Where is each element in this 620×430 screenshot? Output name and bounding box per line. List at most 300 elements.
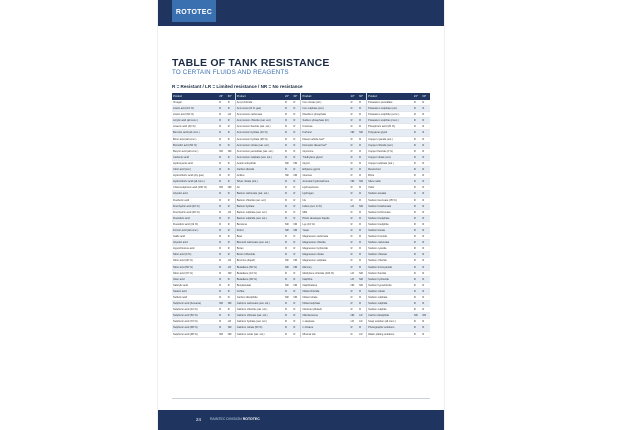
resistance-cell: R: [218, 203, 227, 209]
resistance-cell: R: [292, 106, 301, 112]
resistance-cell: R: [284, 209, 293, 215]
product-cell: Bromidic acid (50 %): [172, 142, 218, 148]
resistance-cell: R: [218, 313, 227, 319]
resistance-cell: R: [358, 221, 367, 227]
resistance-cell: R: [292, 167, 301, 173]
resistance-cell: R: [227, 307, 236, 313]
product-cell: Nicotine (diluted): [301, 307, 350, 313]
resistance-cell: R: [292, 209, 301, 215]
product-cell: Lye (10 %): [301, 221, 350, 227]
product-cell: Aniline: [235, 173, 284, 179]
resistance-cell: R: [292, 331, 301, 337]
resistance-cell: R: [218, 167, 227, 173]
product-cell: Hydrochloric acid (dry gas): [172, 173, 218, 179]
resistance-cell: R: [227, 142, 236, 148]
product-cell: Boric acid (all conc.): [172, 136, 218, 142]
resistance-cell: R: [350, 185, 359, 191]
resistance-cell: NR: [284, 227, 293, 233]
resistance-cell: R: [218, 252, 227, 258]
product-cell: Methylene chloride (100 %): [301, 270, 350, 276]
product-cell: Ammonium hydrate (28 %): [235, 136, 284, 142]
resistance-cell: R: [284, 331, 293, 337]
resistance-cell: R: [358, 295, 367, 301]
resistance-cell: R: [284, 185, 293, 191]
resistance-cell: R: [350, 264, 359, 270]
product-cell: Butadiene (10 %): [235, 270, 284, 276]
resistance-cell: R: [227, 160, 236, 166]
resistance-cell: R: [292, 203, 301, 209]
product-cell: Sodium bichromate: [367, 209, 413, 215]
resistance-cell: R: [284, 270, 293, 276]
resistance-cell: R: [227, 295, 236, 301]
resistance-cell: R: [358, 240, 367, 246]
product-cell: Naphtha: [301, 276, 350, 282]
resistance-cell: R: [227, 179, 236, 185]
resistance-cell: NR: [358, 276, 367, 282]
product-cell: Formic acid (all conc.): [172, 227, 218, 233]
product-cell: Air: [235, 185, 284, 191]
product-cell: Chlorosulphonic acid (100 %): [172, 185, 218, 191]
resistance-cell: LR: [358, 319, 367, 325]
resistance-cell: R: [421, 185, 430, 191]
resistance-cell: R: [227, 227, 236, 233]
resistance-cell: NR: [358, 203, 367, 209]
footer-caption: [210, 417, 260, 421]
resistance-cell: R: [227, 282, 236, 288]
resistance-cell: R: [413, 100, 422, 106]
resistance-cell: R: [350, 173, 359, 179]
product-cell: Yeast: [301, 227, 350, 233]
resistance-cell: R: [227, 167, 236, 173]
resistance-cell: R: [350, 221, 359, 227]
product-cell: Fluoboric acid: [172, 197, 218, 203]
resistance-cell: R: [413, 270, 422, 276]
resistance-cell: NR: [350, 313, 359, 319]
resistance-cell: NR: [358, 282, 367, 288]
resistance-cell: R: [421, 301, 430, 307]
resistance-cell: R: [358, 191, 367, 197]
product-cell: Butadiene (50 %): [235, 264, 284, 270]
resistance-cell: R: [421, 124, 430, 130]
product-cell: Sodium acetate: [367, 191, 413, 197]
product-cell: Silver salts: [367, 179, 413, 185]
resistance-cell: LR: [227, 112, 236, 118]
resistance-cell: R: [358, 106, 367, 112]
resistance-cell: R: [421, 258, 430, 264]
resistance-cell: R: [421, 203, 430, 209]
product-cell: Sodium ferrocyanide: [367, 264, 413, 270]
resistance-cell: R: [421, 136, 430, 142]
resistance-cell: R: [413, 234, 422, 240]
resistance-cell: R: [413, 221, 422, 227]
resistance-cell: R: [421, 288, 430, 294]
resistance-cell: R: [421, 209, 430, 215]
product-cell: Sodium cyanide: [367, 246, 413, 252]
footer-divider: [172, 398, 430, 399]
product-cell: Calcium nitrate (50 %): [235, 325, 284, 331]
product-cell: Water plating solutions: [367, 331, 413, 337]
column-header: 60°: [421, 93, 430, 100]
resistance-cell: R: [227, 276, 236, 282]
resistance-cell: R: [413, 288, 422, 294]
column-header: 60°: [358, 93, 367, 100]
resistance-cell: R: [292, 124, 301, 130]
resistance-cell: NR: [284, 264, 293, 270]
resistance-cell: NR: [284, 258, 293, 264]
resistance-cell: R: [350, 154, 359, 160]
resistance-cell: R: [358, 118, 367, 124]
resistance-cell: R: [421, 160, 430, 166]
resistance-cell: R: [292, 215, 301, 221]
resistance-cell: LR: [227, 319, 236, 325]
product-cell: Calcium chloride (sat. sol.): [235, 307, 284, 313]
product-cell: Sodium bisulphate: [367, 215, 413, 221]
catalog-page: [158, 0, 444, 430]
resistance-cell: LR: [350, 319, 359, 325]
product-cell: Sodium phosphate (tri): [301, 118, 350, 124]
resistance-cell: R: [350, 252, 359, 258]
product-cell: Milk: [301, 209, 350, 215]
product-cell: Sulphuric acid (98 %): [172, 325, 218, 331]
product-cell: Citric acid (sol.): [172, 167, 218, 173]
resistance-cell: R: [292, 185, 301, 191]
resistance-cell: R: [284, 142, 293, 148]
resistance-cell: NR: [350, 179, 359, 185]
resistance-cell: R: [413, 258, 422, 264]
product-cell: Sodium chlorate: [367, 252, 413, 258]
product-cell: Copper chloride (sol.): [367, 142, 413, 148]
column-header: 60°: [227, 93, 236, 100]
resistance-cell: R: [218, 258, 227, 264]
resistance-cell: R: [292, 154, 301, 160]
resistance-cell: R: [292, 307, 301, 313]
product-cell: Sodium benzoate (35 %): [367, 197, 413, 203]
resistance-cell: R: [358, 185, 367, 191]
product-cell: Ammonium chloride (sat. sol.): [235, 118, 284, 124]
resistance-cell: R: [358, 154, 367, 160]
resistance-cell: R: [358, 258, 367, 264]
resistance-cell: R: [421, 215, 430, 221]
resistance-cell: R: [227, 100, 236, 106]
resistance-cell: R: [413, 209, 422, 215]
product-cell: Butyric acid (all conc.): [172, 148, 218, 154]
product-cell: Ethylene glycol: [301, 167, 350, 173]
resistance-cell: R: [350, 295, 359, 301]
resistance-cell: NR: [284, 173, 293, 179]
column-header: 23°: [218, 93, 227, 100]
resistance-cell: R: [421, 167, 430, 173]
product-cell: Sodium bisulphite: [367, 221, 413, 227]
column-header: Product: [172, 93, 218, 100]
resistance-cell: R: [284, 319, 293, 325]
resistance-cell: R: [218, 209, 227, 215]
resistance-cell: R: [358, 307, 367, 313]
resistance-cell: R: [284, 130, 293, 136]
resistance-cell: R: [284, 252, 293, 258]
resistance-cell: R: [218, 295, 227, 301]
product-cell: Mineral oils: [301, 331, 350, 337]
resistance-cell: R: [292, 197, 301, 203]
resistance-cell: R: [350, 112, 359, 118]
product-cell: Furfural: [301, 130, 350, 136]
resistance-cell: R: [218, 173, 227, 179]
product-cell: Cider: [367, 185, 413, 191]
resistance-cell: NR: [358, 179, 367, 185]
product-cell: Carbon disulphide: [235, 295, 284, 301]
resistance-cell: R: [227, 118, 236, 124]
resistance-cell: R: [284, 307, 293, 313]
resistance-cell: R: [413, 252, 422, 258]
resistance-cell: R: [218, 270, 227, 276]
resistance-cell: R: [413, 203, 422, 209]
column-header: Product: [367, 93, 413, 100]
resistance-cell: R: [358, 301, 367, 307]
resistance-cell: R: [413, 227, 422, 233]
resistance-cell: R: [350, 106, 359, 112]
resistance-cell: R: [421, 227, 430, 233]
product-cell: Vinegar: [172, 100, 218, 106]
resistance-cell: NR: [227, 185, 236, 191]
resistance-cell: R: [292, 276, 301, 282]
resistance-cell: R: [284, 313, 293, 319]
product-cell: Magnesium chloride: [301, 240, 350, 246]
product-cell: Sodium sulphide: [367, 301, 413, 307]
product-cell: Nitric acid (70 %): [172, 270, 218, 276]
resistance-cell: R: [218, 234, 227, 240]
resistance-cell: NR: [413, 313, 422, 319]
resistance-cell: R: [421, 154, 430, 160]
resistance-cell: R: [218, 325, 227, 331]
resistance-cell: R: [358, 124, 367, 130]
resistance-cell: R: [421, 106, 430, 112]
product-cell: Sodium chloride: [367, 258, 413, 264]
product-cell: Barium sulphide (sat. sol.): [235, 215, 284, 221]
product-cell: Hydrochloric acid (all conc.): [172, 179, 218, 185]
product-cell: Glycerine: [301, 148, 350, 154]
product-cell: Hydroquinone: [301, 185, 350, 191]
product-cell: Fluosilicic acid (32 %): [172, 221, 218, 227]
resistance-cell: R: [350, 246, 359, 252]
resistance-cell: R: [218, 112, 227, 118]
resistance-cell: R: [218, 160, 227, 166]
resistance-cell: R: [350, 142, 359, 148]
resistance-cell: R: [218, 142, 227, 148]
product-cell: Nitrobenzene: [301, 313, 350, 319]
resistance-cell: R: [284, 148, 293, 154]
resistance-cell: NR: [358, 270, 367, 276]
resistance-legend: R = Resistant / LR = Limited resistance / NR = No resistance: [172, 84, 303, 89]
resistance-cell: R: [413, 136, 422, 142]
resistance-cell: NR: [358, 130, 367, 136]
product-cell: Ammonium carbonate: [235, 112, 284, 118]
resistance-cell: R: [421, 252, 430, 258]
resistance-cell: R: [218, 154, 227, 160]
resistance-cell: R: [292, 100, 301, 106]
resistance-cell: NR: [284, 282, 293, 288]
resistance-cell: LR: [227, 258, 236, 264]
resistance-cell: NR: [218, 148, 227, 154]
resistance-cell: R: [413, 148, 422, 154]
resistance-cell: R: [413, 118, 422, 124]
product-cell: n-Heptane: [301, 319, 350, 325]
product-cell: Sulphuric acid (98 %): [172, 331, 218, 337]
resistance-cell: R: [284, 197, 293, 203]
resistance-cell: NR: [350, 130, 359, 136]
resistance-cell: R: [218, 307, 227, 313]
product-cell: n-Octane: [301, 325, 350, 331]
resistance-cell: R: [227, 130, 236, 136]
product-cell: Hydrogen: [301, 191, 350, 197]
resistance-cell: R: [350, 191, 359, 197]
resistance-cell: R: [413, 282, 422, 288]
resistance-cell: R: [284, 100, 293, 106]
product-cell: Iodine (sol. in KI): [301, 203, 350, 209]
resistance-cell: R: [421, 240, 430, 246]
resistance-cell: R: [292, 142, 301, 148]
resistance-cell: NR: [292, 282, 301, 288]
resistance-cell: R: [421, 264, 430, 270]
product-cell: Copper cyanide (sol.): [367, 136, 413, 142]
resistance-cell: R: [421, 148, 430, 154]
resistance-cell: R: [227, 154, 236, 160]
resistance-cell: R: [284, 106, 293, 112]
product-cell: Calcium hydrate (sat. sol.): [235, 319, 284, 325]
resistance-cell: R: [227, 215, 236, 221]
resistance-cell: NR: [350, 282, 359, 288]
product-cell: Glycol: [301, 160, 350, 166]
product-cell: Sodium hydroxide: [367, 276, 413, 282]
resistance-cell: R: [358, 227, 367, 233]
resistance-cell: LR: [350, 203, 359, 209]
resistance-cell: LR: [350, 270, 359, 276]
resistance-cell: R: [292, 130, 301, 136]
resistance-cell: R: [413, 173, 422, 179]
product-cell: Stearic acid: [172, 288, 218, 294]
resistance-cell: R: [218, 118, 227, 124]
resistance-cell: R: [218, 246, 227, 252]
resistance-cell: R: [284, 325, 293, 331]
product-cell: Glycolic acid: [172, 240, 218, 246]
resistance-cell: R: [413, 215, 422, 221]
product-cell: Magnesium hydroxide: [301, 246, 350, 252]
resistance-cell: R: [218, 136, 227, 142]
resistance-cell: R: [413, 167, 422, 173]
product-cell: Bismuth carbonate (sat. sol.): [235, 240, 284, 246]
product-cell: Coffee: [235, 288, 284, 294]
resistance-cell: R: [350, 160, 359, 166]
resistance-cell: R: [218, 288, 227, 294]
resistance-cell: R: [284, 240, 293, 246]
resistance-cell: R: [350, 124, 359, 130]
resistance-cell: R: [292, 148, 301, 154]
resistance-cell: R: [292, 319, 301, 325]
resistance-cell: R: [350, 288, 359, 294]
footer-bar: [158, 410, 444, 430]
product-cell: Sodium fluoride: [367, 270, 413, 276]
resistance-cell: NR: [292, 295, 301, 301]
resistance-cell: R: [292, 234, 301, 240]
product-cell: Silver nitrate (sol.): [235, 179, 284, 185]
resistance-cell: R: [358, 209, 367, 215]
resistance-cell: R: [358, 167, 367, 173]
resistance-cell: R: [413, 301, 422, 307]
resistance-cell: R: [218, 130, 227, 136]
resistance-cell: R: [284, 276, 293, 282]
resistance-cell: NR: [284, 221, 293, 227]
resistance-cell: R: [358, 264, 367, 270]
resistance-cell: R: [292, 191, 301, 197]
product-cell: Diesel vehicle fuel*: [301, 136, 350, 142]
product-cell: Butadiene (90 %): [235, 276, 284, 282]
resistance-cell: R: [227, 252, 236, 258]
product-cell: Ammonium nitrate (sat. sol.): [235, 142, 284, 148]
resistance-cell: R: [413, 106, 422, 112]
product-cell: Benzoic acid (all conc.): [172, 130, 218, 136]
resistance-cell: R: [218, 191, 227, 197]
resistance-cell: R: [413, 130, 422, 136]
resistance-cell: R: [421, 282, 430, 288]
product-cell: Magnesium nitrate: [301, 252, 350, 258]
resistance-cell: R: [413, 307, 422, 313]
resistance-cell: R: [413, 319, 422, 325]
product-cell: Bromine (liquid): [235, 258, 284, 264]
resistance-cell: R: [292, 240, 301, 246]
resistance-cell: R: [227, 106, 236, 112]
column-header: Product: [235, 93, 284, 100]
resistance-cell: LR: [350, 276, 359, 282]
product-cell: Ammonium fluoride (sat. sol.): [235, 124, 284, 130]
resistance-cell: NR: [284, 160, 293, 166]
product-cell: Sodium hypochlorite: [367, 282, 413, 288]
product-cell: Hypochlorous acid: [172, 246, 218, 252]
product-cell: Ink: [301, 197, 350, 203]
resistance-cell: R: [218, 106, 227, 112]
product-cell: Petrol: [235, 227, 284, 233]
resistance-cell: R: [413, 160, 422, 166]
resistance-cell: R: [227, 313, 236, 319]
resistance-cell: R: [421, 221, 430, 227]
resistance-cell: R: [421, 246, 430, 252]
resistance-cell: R: [292, 270, 301, 276]
resistance-cell: R: [292, 252, 301, 258]
product-cell: Barium sulphate (sat. sol.): [235, 209, 284, 215]
product-cell: Sodium nitrate: [367, 288, 413, 294]
resistance-cell: NR: [218, 331, 227, 337]
resistance-cell: R: [421, 142, 430, 148]
resistance-cell: LR: [358, 313, 367, 319]
product-cell: Barium chloride (sat. sol.): [235, 197, 284, 203]
resistance-cell: R: [284, 124, 293, 130]
product-cell: Nickel sulphate: [301, 301, 350, 307]
resistance-cell: NR: [292, 264, 301, 270]
resistance-cell: NR: [292, 160, 301, 166]
resistance-cell: R: [284, 288, 293, 294]
product-cell: Domestic diesel fuel*: [301, 142, 350, 148]
product-cell: Naphthalene: [301, 282, 350, 288]
product-cell: Copper sulphate (sol.): [367, 160, 413, 166]
resistance-cell: R: [284, 246, 293, 252]
resistance-cell: R: [421, 100, 430, 106]
product-cell: Sulphuric acid (50 %): [172, 313, 218, 319]
product-cell: Ammonia (10 % gas): [235, 106, 284, 112]
resistance-cell: R: [227, 240, 236, 246]
resistance-cell: R: [413, 240, 422, 246]
product-cell: Iron nitrate (sol.): [301, 100, 350, 106]
resistance-cell: R: [292, 301, 301, 307]
resistance-cell: R: [284, 167, 293, 173]
product-cell: Magnesium sulphate: [301, 258, 350, 264]
resistance-cell: R: [227, 191, 236, 197]
